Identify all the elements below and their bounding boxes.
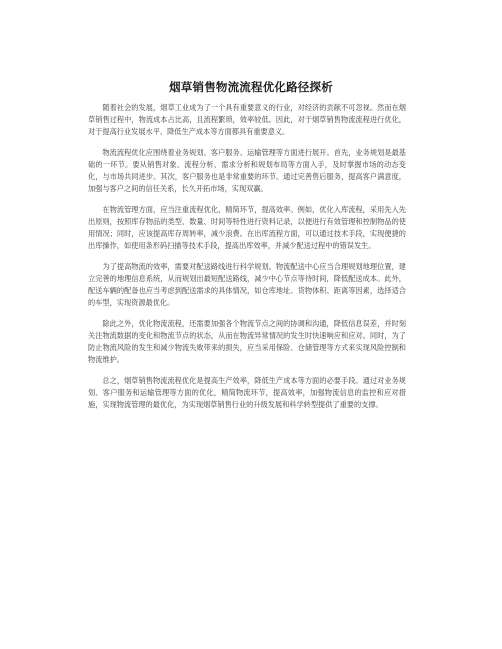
- document-body: [88, 102, 406, 420]
- paragraph: 总之，烟草销售物流流程优化是提高生产效率，降低生产成本等方面的必要手段。通过对业务规划、客户服务和运输管理等方面的优化，精简物流环节，提高效率，加强物流信息的监控和应对措施，实现物流管理的最优化，为实现烟草销售行业的升级发展和科学转型提供了重要的支撑。: [88, 376, 406, 409]
- paragraph: 物流流程优化应围绕着业务规划、客户服务、运输管理等方面进行展开。首先，业务规划是最基础的一环节。要从销售对象、流程分析、需求分析和规划布局等方面入手，及时掌握市场的动态变化，与市场共同进步。其次，客户服务也是非常重要的环节。通过完善售后服务，提高客户满意度，加强与客户之间的信任关系，长久开拓市场，实现双赢。: [88, 148, 406, 193]
- paragraph: 为了提高物流的效率，需要对配送路线进行科学规划。物流配送中心应当合理规划地理位置，建立完善的地理信息系统，从而规划出最短配送路线，减少中心节点等待时间，降低配送成本。此外，配送车辆的配备也应当考虑到配送需求的具体情况，如仓库地址、货物体积、距离等因素，选择适合的车型，实现资源最优化。: [88, 262, 406, 307]
- paragraph: 随着社会的发展，烟草工业成为了一个具有重要意义的行业，对经济的贡献不可忽视。然而在烟草销售过程中，物流成本占比高，且流程繁琐，效率较低。因此，对于烟草销售物流流程进行优化，对于提高行业发展水平、降低生产成本等方面都具有重要意义。: [88, 103, 406, 136]
- paragraph: 在物流管理方面，应当注重流程优化，精简环节，提高效率。例如，优化入库流程，采用先入先出原则，按照库存物品的类型、数量、时间等特性进行资料记录，以便进行有效管理和控制物品的使用情况；同时，应该提高库存周转率，减少浪费。在出库流程方面，可以通过技术手段，实现便捷的出库操作，如使用条形码扫描等技术手段，提高出库效率，并减少配送过程中的错误发生。: [88, 205, 406, 250]
- document-title: 烟草销售物流流程优化路径探析: [169, 80, 333, 94]
- paragraph: 除此之外，优化物流流程，还需要加强各个物流节点之间的协调和沟通，降低信息误差，并时刻关注物流数据的变化和物流节点的状态，从而在物流异常情况的发生时快速响应和应对。同时，为了防止物流风险的发生和减少物流失败带来的损失，应当采用保险、仓储管理等方式来实现风险控制和物流维护。: [88, 319, 406, 364]
